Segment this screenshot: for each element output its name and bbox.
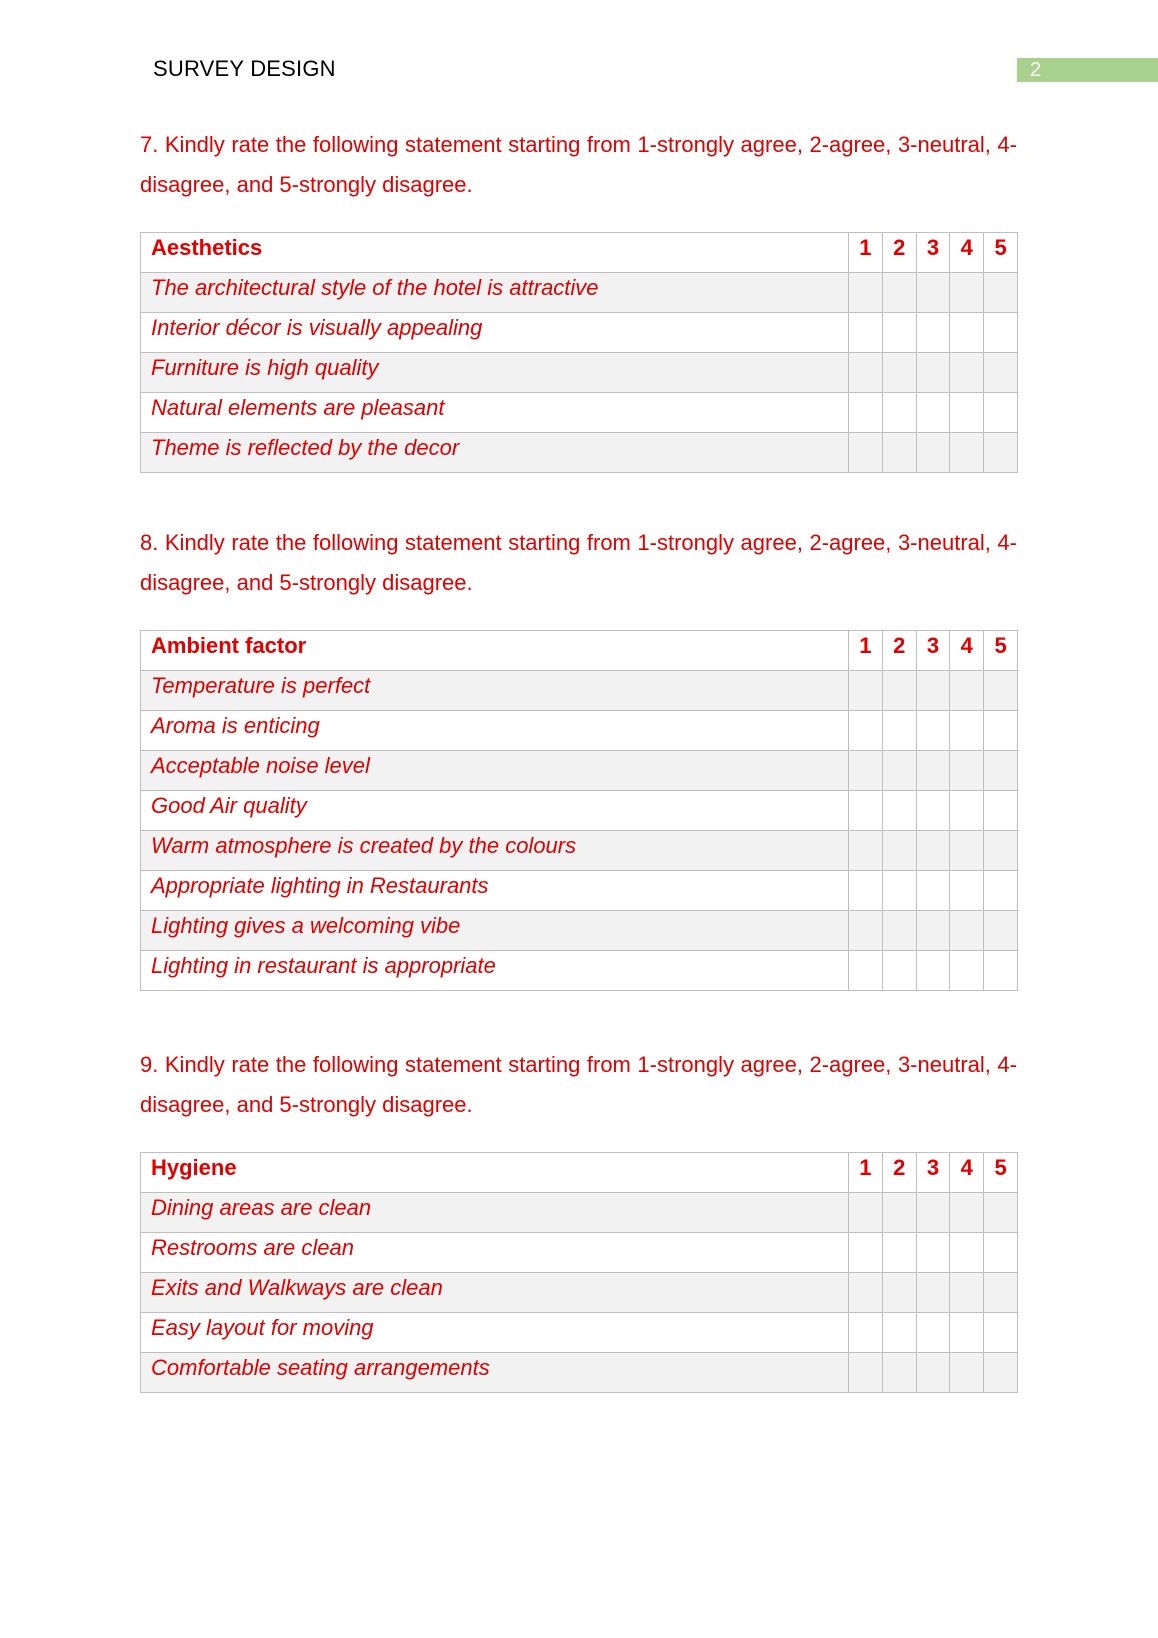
scale-label-5: 5 — [984, 1153, 1018, 1193]
rating-cell-3[interactable] — [916, 313, 950, 353]
rating-cell-5[interactable] — [984, 273, 1018, 313]
rating-cell-2[interactable] — [882, 1193, 916, 1233]
rating-cell-5[interactable] — [984, 911, 1018, 951]
rating-cell-1[interactable] — [849, 711, 883, 751]
rating-cell-2[interactable] — [882, 671, 916, 711]
rating-cell-5[interactable] — [984, 831, 1018, 871]
scale-label-5: 5 — [984, 233, 1018, 273]
rating-cell-5[interactable] — [984, 1193, 1018, 1233]
statement-label: Theme is reflected by the decor — [141, 433, 849, 473]
rating-cell-3[interactable] — [916, 393, 950, 433]
rating-cell-3[interactable] — [916, 1233, 950, 1273]
table-row — [141, 433, 1018, 473]
scale-label-5: 5 — [984, 631, 1018, 671]
table-header-row — [141, 233, 1018, 273]
scale-label-4: 4 — [950, 1153, 984, 1193]
rating-cell-4[interactable] — [950, 671, 984, 711]
rating-cell-4[interactable] — [950, 393, 984, 433]
statement-label: Natural elements are pleasant — [141, 393, 849, 433]
rating-cell-4[interactable] — [950, 911, 984, 951]
document-header-title: SURVEY DESIGN — [153, 56, 336, 81]
rating-cell-1[interactable] — [849, 433, 883, 473]
rating-cell-1[interactable] — [849, 751, 883, 791]
rating-cell-1[interactable] — [849, 1233, 883, 1273]
page-number-badge: 2 — [1017, 58, 1158, 82]
rating-cell-2[interactable] — [882, 1233, 916, 1273]
rating-cell-3[interactable] — [916, 711, 950, 751]
rating-cell-5[interactable] — [984, 671, 1018, 711]
rating-cell-1[interactable] — [849, 831, 883, 871]
rating-cell-4[interactable] — [950, 831, 984, 871]
table-row — [141, 313, 1018, 353]
rating-cell-5[interactable] — [984, 1313, 1018, 1353]
rating-cell-4[interactable] — [950, 711, 984, 751]
statement-label: Lighting gives a welcoming vibe — [141, 911, 849, 951]
rating-cell-5[interactable] — [984, 393, 1018, 433]
statement-label: Comfortable seating arrangements — [141, 1353, 849, 1393]
rating-cell-5[interactable] — [984, 951, 1018, 991]
rating-cell-5[interactable] — [984, 313, 1018, 353]
rating-cell-2[interactable] — [882, 711, 916, 751]
rating-cell-3[interactable] — [916, 831, 950, 871]
rating-cell-4[interactable] — [950, 791, 984, 831]
rating-cell-1[interactable] — [849, 393, 883, 433]
rating-cell-2[interactable] — [882, 393, 916, 433]
scale-label-3: 3 — [916, 1153, 950, 1193]
question-8-text: 8. Kindly rate the following statement starting from 1-strongly agree, 2-agree, 3-neutral, 4-disagree, and 5-strongly disagree. — [140, 530, 1017, 595]
rating-cell-3[interactable] — [916, 951, 950, 991]
rating-cell-4[interactable] — [950, 1353, 984, 1393]
statement-label: Lighting in restaurant is appropriate — [141, 951, 849, 991]
scale-label-4: 4 — [950, 233, 984, 273]
rating-cell-3[interactable] — [916, 1193, 950, 1233]
table-row — [141, 393, 1018, 433]
rating-cell-2[interactable] — [882, 791, 916, 831]
table-row — [141, 911, 1018, 951]
table-row — [141, 671, 1018, 711]
scale-label-1: 1 — [849, 631, 883, 671]
rating-cell-1[interactable] — [849, 313, 883, 353]
rating-cell-1[interactable] — [849, 871, 883, 911]
rating-cell-5[interactable] — [984, 1353, 1018, 1393]
rating-cell-4[interactable] — [950, 353, 984, 393]
rating-cell-1[interactable] — [849, 1273, 883, 1313]
table-row — [141, 751, 1018, 791]
rating-cell-2[interactable] — [882, 1273, 916, 1313]
rating-cell-2[interactable] — [882, 751, 916, 791]
scale-label-4: 4 — [950, 631, 984, 671]
rating-cell-3[interactable] — [916, 1313, 950, 1353]
rating-cell-2[interactable] — [882, 1313, 916, 1353]
rating-cell-2[interactable] — [882, 433, 916, 473]
question-9-text: 9. Kindly rate the following statement starting from 1-strongly agree, 2-agree, 3-neutral, 4-disagree, and 5-strongly disagree. — [140, 1052, 1017, 1117]
table-header-row — [141, 631, 1018, 671]
table-row — [141, 1233, 1018, 1273]
statement-label: Dining areas are clean — [141, 1193, 849, 1233]
rating-cell-4[interactable] — [950, 1233, 984, 1273]
statement-label: Acceptable noise level — [141, 751, 849, 791]
rating-table-aesthetics — [140, 232, 1018, 473]
statement-label: Good Air quality — [141, 791, 849, 831]
scale-label-2: 2 — [882, 233, 916, 273]
rating-cell-3[interactable] — [916, 911, 950, 951]
rating-cell-1[interactable] — [849, 353, 883, 393]
statement-label: Aroma is enticing — [141, 711, 849, 751]
rating-table-hygiene — [140, 1152, 1018, 1393]
rating-cell-3[interactable] — [916, 273, 950, 313]
scale-label-2: 2 — [882, 1153, 916, 1193]
rating-cell-1[interactable] — [849, 671, 883, 711]
rating-cell-2[interactable] — [882, 951, 916, 991]
rating-cell-2[interactable] — [882, 911, 916, 951]
rating-cell-3[interactable] — [916, 1353, 950, 1393]
table-header-row — [141, 1153, 1018, 1193]
rating-cell-4[interactable] — [950, 433, 984, 473]
rating-cell-4[interactable] — [950, 1273, 984, 1313]
statement-label: Temperature is perfect — [141, 671, 849, 711]
rating-cell-2[interactable] — [882, 313, 916, 353]
rating-cell-2[interactable] — [882, 353, 916, 393]
rating-cell-5[interactable] — [984, 1273, 1018, 1313]
table-row — [141, 831, 1018, 871]
rating-cell-4[interactable] — [950, 1313, 984, 1353]
statement-label: Warm atmosphere is created by the colours — [141, 831, 849, 871]
rating-cell-5[interactable] — [984, 711, 1018, 751]
rating-cell-2[interactable] — [882, 871, 916, 911]
question-7-text: 7. Kindly rate the following statement starting from 1-strongly agree, 2-agree, 3-neutral, 4-disagree, and 5-strongly disagree. — [140, 132, 1017, 197]
table-title: Aesthetics — [141, 233, 849, 273]
rating-cell-3[interactable] — [916, 751, 950, 791]
rating-cell-5[interactable] — [984, 1233, 1018, 1273]
rating-cell-2[interactable] — [882, 273, 916, 313]
table-row — [141, 1313, 1018, 1353]
rating-cell-5[interactable] — [984, 353, 1018, 393]
table-row — [141, 1193, 1018, 1233]
rating-cell-1[interactable] — [849, 951, 883, 991]
rating-cell-4[interactable] — [950, 951, 984, 991]
statement-label: Interior décor is visually appealing — [141, 313, 849, 353]
rating-cell-5[interactable] — [984, 871, 1018, 911]
rating-cell-2[interactable] — [882, 831, 916, 871]
statement-label: Restrooms are clean — [141, 1233, 849, 1273]
table-row — [141, 951, 1018, 991]
rating-cell-1[interactable] — [849, 911, 883, 951]
rating-cell-1[interactable] — [849, 1313, 883, 1353]
rating-cell-5[interactable] — [984, 433, 1018, 473]
statement-label: Appropriate lighting in Restaurants — [141, 871, 849, 911]
statement-label: The architectural style of the hotel is attractive — [141, 273, 849, 313]
rating-cell-5[interactable] — [984, 751, 1018, 791]
statement-label: Easy layout for moving — [141, 1313, 849, 1353]
table-row — [141, 273, 1018, 313]
rating-cell-3[interactable] — [916, 353, 950, 393]
table-title: Ambient factor — [141, 631, 849, 671]
rating-cell-1[interactable] — [849, 791, 883, 831]
rating-cell-3[interactable] — [916, 1273, 950, 1313]
statement-label: Exits and Walkways are clean — [141, 1273, 849, 1313]
rating-cell-1[interactable] — [849, 273, 883, 313]
scale-label-3: 3 — [916, 233, 950, 273]
table-row — [141, 353, 1018, 393]
rating-cell-3[interactable] — [916, 671, 950, 711]
scale-label-2: 2 — [882, 631, 916, 671]
rating-cell-3[interactable] — [916, 433, 950, 473]
rating-cell-4[interactable] — [950, 273, 984, 313]
rating-cell-4[interactable] — [950, 1193, 984, 1233]
statement-label: Furniture is high quality — [141, 353, 849, 393]
table-row — [141, 791, 1018, 831]
table-row — [141, 871, 1018, 911]
rating-cell-1[interactable] — [849, 1353, 883, 1393]
rating-cell-4[interactable] — [950, 313, 984, 353]
table-title: Hygiene — [141, 1153, 849, 1193]
scale-label-1: 1 — [849, 1153, 883, 1193]
scale-label-1: 1 — [849, 233, 883, 273]
rating-cell-2[interactable] — [882, 1353, 916, 1393]
table-row — [141, 711, 1018, 751]
rating-cell-3[interactable] — [916, 871, 950, 911]
rating-cell-3[interactable] — [916, 791, 950, 831]
rating-cell-4[interactable] — [950, 751, 984, 791]
rating-cell-4[interactable] — [950, 871, 984, 911]
scale-label-3: 3 — [916, 631, 950, 671]
table-row — [141, 1273, 1018, 1313]
rating-cell-1[interactable] — [849, 1193, 883, 1233]
table-row — [141, 1353, 1018, 1393]
rating-cell-5[interactable] — [984, 791, 1018, 831]
rating-table-ambient-factor — [140, 630, 1018, 991]
